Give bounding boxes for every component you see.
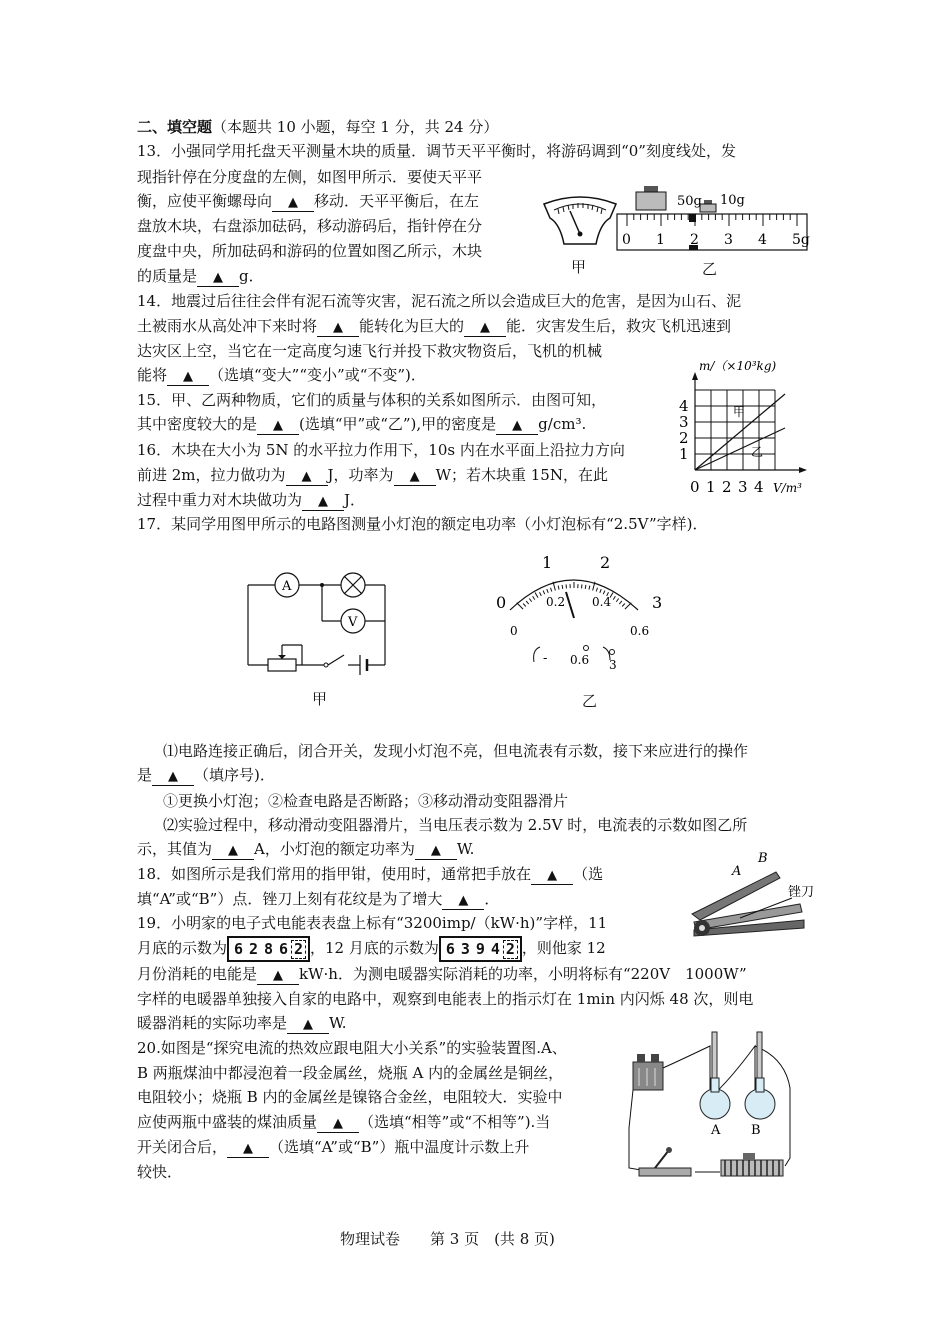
q18-line1: 18．如图所示是我们常用的指甲钳，使用时，通常把手放在▲ （选 xyxy=(137,863,603,885)
section-title: 二、填空题 xyxy=(137,118,213,136)
q14-line3: 达灾区上空，当它在一定高度匀速飞行并投下救灾物资后，飞机的机械 xyxy=(137,342,603,360)
q20-line3: 电阻较小；烧瓶 B 内的金属丝是镍铬合金丝，电阻较大．实验中 xyxy=(137,1088,563,1106)
q17-part1-a: ⑴电路连接正确后，闭合开关，发现小灯泡不亮，但电流表有示数，接下来应进行的操作 xyxy=(163,742,749,760)
q16-line1: 16．木块在大小为 5N 的水平拉力作用下，10s 内在水平面上沿拉力方向 xyxy=(137,441,625,459)
dial-tick xyxy=(613,596,615,599)
weight-10g: 10g xyxy=(720,193,745,208)
dial-bottom-label: 0.2 xyxy=(546,595,566,609)
meter-reading-nov: 6 2 8 6 2 xyxy=(227,936,310,962)
dial-tick xyxy=(558,586,559,590)
line-label-jia: 甲 xyxy=(733,405,746,419)
dial-tick xyxy=(535,592,538,597)
q17-line1: 17．某同学用图甲所示的电路图测量小灯泡的额定电功率（小灯泡标有“2.5V”字样)． xyxy=(137,515,708,533)
rider-top xyxy=(689,214,696,222)
dial-tick xyxy=(551,588,552,592)
q20-line2: B 两瓶煤油中都浸泡着一段金属丝，烧瓶 A 内的金属丝是铜丝， xyxy=(137,1064,564,1082)
q18-line2: 填“A”或“B”）点．锉刀上刻有花纹是为了增大▲ ． xyxy=(137,888,499,910)
q16-line3: 过程中重力对木块做功为▲ J． xyxy=(137,489,365,511)
scale-tick-label: 1 xyxy=(656,232,665,248)
dial-tick xyxy=(539,592,541,596)
q16-line2: 前进 2m，拉力做功为▲ J，功率为▲ W；若木块重 15N，在此 xyxy=(137,464,608,486)
dial-tick xyxy=(619,601,622,604)
dial-bottom-label: 0.6 xyxy=(630,624,650,638)
q13-line2: 现指针停在分度盘的左侧，如图甲所示．要使天平平 xyxy=(137,168,483,186)
q13-line3: 衡，应使平衡螺母向▲ 移动．天平平衡后，在左 xyxy=(137,190,479,212)
q20-line1: 20.如图是“探究电流的热效应跟电阻大小关系”的实验装置图.A、 xyxy=(137,1039,567,1057)
q14-line1: 14．地震过后往往会伴有泥石流等灾害，泥石流之所以会造成巨大的危害，是因为山石、泥 xyxy=(137,292,742,310)
flask-a-label: A xyxy=(711,1123,721,1138)
balance-dial-figure xyxy=(540,190,620,250)
q20-line4: 应使两瓶中盛装的煤油质量▲ （选填“相等”或“不相等”).当 xyxy=(137,1111,550,1133)
q13-line1: 13．小强同学用托盘天平测量木块的质量．调节天平平衡时，将游码调到“0”刻度线处，发 xyxy=(137,142,736,160)
graph-xlabel: V/m³ xyxy=(773,481,802,495)
graph-ytick: 2 xyxy=(679,429,689,447)
graph-ytick: 3 xyxy=(679,413,689,431)
answer-blank[interactable] xyxy=(317,318,359,337)
answer-blank[interactable] xyxy=(257,966,299,985)
q13-line4: 盘放木块，右盘添加砝码，移动游码后，指针停在分 xyxy=(137,217,483,235)
scale-tick-label: 5g xyxy=(792,232,810,248)
mass-volume-graph xyxy=(675,356,825,501)
dial-tick xyxy=(603,591,605,595)
q14-line4: 能将▲ （选填“变大”“变小”或“不变”)． xyxy=(137,364,426,386)
answer-blank[interactable] xyxy=(212,841,254,860)
dial-tick xyxy=(622,604,625,607)
dial-tick xyxy=(562,585,563,589)
nail-clipper-figure xyxy=(680,848,830,948)
page-footer: 物理试卷 第 3 页 (共 8 页) xyxy=(340,1230,555,1248)
section-header xyxy=(137,116,498,138)
q14-line2: 土被雨水从高处冲下来时将▲ 能转化为巨大的▲ 能．灾害发生后，救灾飞机迅速到 xyxy=(137,315,731,337)
point-a-label: A xyxy=(732,864,742,879)
answer-blank[interactable] xyxy=(286,467,328,486)
answer-blank[interactable] xyxy=(464,318,506,337)
terminal-3: 3 xyxy=(609,658,617,672)
graph-ytick: 4 xyxy=(679,397,689,415)
terminal-06: 0.6 xyxy=(570,653,590,667)
dial-bottom-label: 0 xyxy=(510,624,518,638)
fig-caption-jia: 甲 xyxy=(571,258,587,276)
circuit-diagram xyxy=(240,565,400,680)
dial-tick xyxy=(600,589,601,593)
q19-line1: 19．小明家的电子式电能表表盘上标有“3200imp/（kW·h)”字样，11 xyxy=(137,914,608,932)
answer-blank[interactable] xyxy=(227,1139,269,1158)
q15-line1: 15．甲、乙两种物质，它们的质量与体积的关系如图所示．由图可知， xyxy=(137,391,607,409)
dial-tick xyxy=(547,589,548,593)
dial-tick xyxy=(523,604,526,607)
graph-xtick: 0 xyxy=(690,478,700,496)
ammeter-dial xyxy=(488,550,668,685)
dial-tick xyxy=(529,599,531,602)
q17-options: ①更换小灯泡；②检查电路是否断路；③移动滑动变阻器滑片 xyxy=(163,792,569,810)
q13-line6: 的质量是▲ g． xyxy=(137,265,264,287)
answer-blank[interactable] xyxy=(415,841,457,860)
scale-tick-label: 4 xyxy=(758,232,767,248)
answer-blank[interactable] xyxy=(531,866,573,885)
q17-part2-b: 示，其值为▲ A，小灯泡的额定功率为▲ W. xyxy=(137,838,474,860)
q19-line3: 月份消耗的电能是▲ kW·h．为测电暖器实际消耗的功率，小明将标有“220V 1000W” xyxy=(137,963,747,985)
dial-top-label: 2 xyxy=(600,553,611,572)
answer-blank[interactable] xyxy=(272,193,314,212)
rider-scale-figure xyxy=(612,174,812,254)
voltmeter-label: V xyxy=(348,615,358,630)
answer-blank[interactable] xyxy=(257,416,299,435)
ammeter-caption: 乙 xyxy=(582,692,598,710)
file-label: 锉刀 xyxy=(788,885,815,900)
answer-blank[interactable] xyxy=(317,1114,359,1133)
flask-b-label: B xyxy=(751,1123,761,1138)
scale-tick-label: 3 xyxy=(724,232,733,248)
graph-xtick: 3 xyxy=(738,478,748,496)
dial-bottom-label: 0.4 xyxy=(592,595,612,609)
dial-top-label: 1 xyxy=(542,553,553,572)
dial-tick xyxy=(526,601,529,604)
graph-xtick: 1 xyxy=(706,478,716,496)
q20-line6: 较快． xyxy=(137,1163,183,1181)
answer-blank[interactable] xyxy=(152,767,194,786)
answer-blank[interactable] xyxy=(394,467,436,486)
graph-ylabel: m/（×10³kg) xyxy=(699,359,777,373)
dial-tick xyxy=(543,591,545,595)
ammeter-needle xyxy=(566,592,574,618)
graph-xtick: 2 xyxy=(722,478,732,496)
circuit-caption: 甲 xyxy=(312,690,328,708)
q17-part2-a: ⑵实验过程中，移动滑动变阻器滑片，当电压表示数为 2.5V 时，电流表的示数如图乙所 xyxy=(163,816,748,834)
q20-line5: 开关闭合后，▲ （选填“A”或“B”）瓶中温度计示数上升 xyxy=(137,1136,529,1158)
q15-line2: 其中密度较大的是▲ (选填“甲”或“乙”),甲的密度是▲ g/cm³. xyxy=(137,413,586,435)
q13-line5: 度盘中央，所加砝码和游码的位置如图乙所示，木块 xyxy=(137,242,483,260)
weight-50g: 50g xyxy=(677,194,702,209)
dial-tick xyxy=(533,596,535,599)
dial-tick xyxy=(616,599,618,602)
graph-xtick: 4 xyxy=(754,478,764,496)
line-yi xyxy=(695,428,785,470)
scale-tick-label: 0 xyxy=(622,232,631,248)
answer-blank[interactable] xyxy=(442,891,484,910)
meter-reading-dec: 6 3 9 4 2 xyxy=(439,936,522,962)
fig-caption-yi: 乙 xyxy=(702,260,718,278)
scale-tick-label: 2 xyxy=(690,232,699,248)
graph-ytick: 1 xyxy=(679,445,689,463)
q17-part1-b: 是▲ （填序号)． xyxy=(137,764,275,786)
terminal-minus: - xyxy=(543,651,548,666)
dial-top-label: 3 xyxy=(652,593,663,612)
section-note: （本题共 10 小题，每空 1 分，共 24 分） xyxy=(212,118,499,136)
q19-line2: 月底的示数为 6 2 8 6 2 ，12 月底的示数为 6 3 9 4 2 ，则他家 12 xyxy=(137,936,606,962)
answer-blank[interactable] xyxy=(167,367,209,386)
dial-tick xyxy=(585,585,586,589)
heating-apparatus-figure xyxy=(625,1028,800,1188)
q19-line4: 字样的电暖器单独接入自家的电路中，观察到电能表上的指示灯在 1min 内闪烁 48 次，则电 xyxy=(137,990,754,1008)
dial-top-label: 0 xyxy=(496,593,507,612)
answer-blank[interactable] xyxy=(302,492,344,511)
dial-tick xyxy=(625,603,631,609)
dial-tick xyxy=(589,586,590,590)
answer-blank[interactable] xyxy=(197,268,239,287)
line-label-yi: 乙 xyxy=(751,445,764,459)
answer-blank[interactable] xyxy=(287,1015,329,1034)
ammeter-label: A xyxy=(282,579,292,594)
answer-blank[interactable] xyxy=(496,416,538,435)
point-b-label: B xyxy=(758,851,768,866)
dial-tick xyxy=(517,603,523,609)
q19-line5: 暖器消耗的实际功率是▲ W. xyxy=(137,1012,347,1034)
dial-tick xyxy=(596,588,597,592)
